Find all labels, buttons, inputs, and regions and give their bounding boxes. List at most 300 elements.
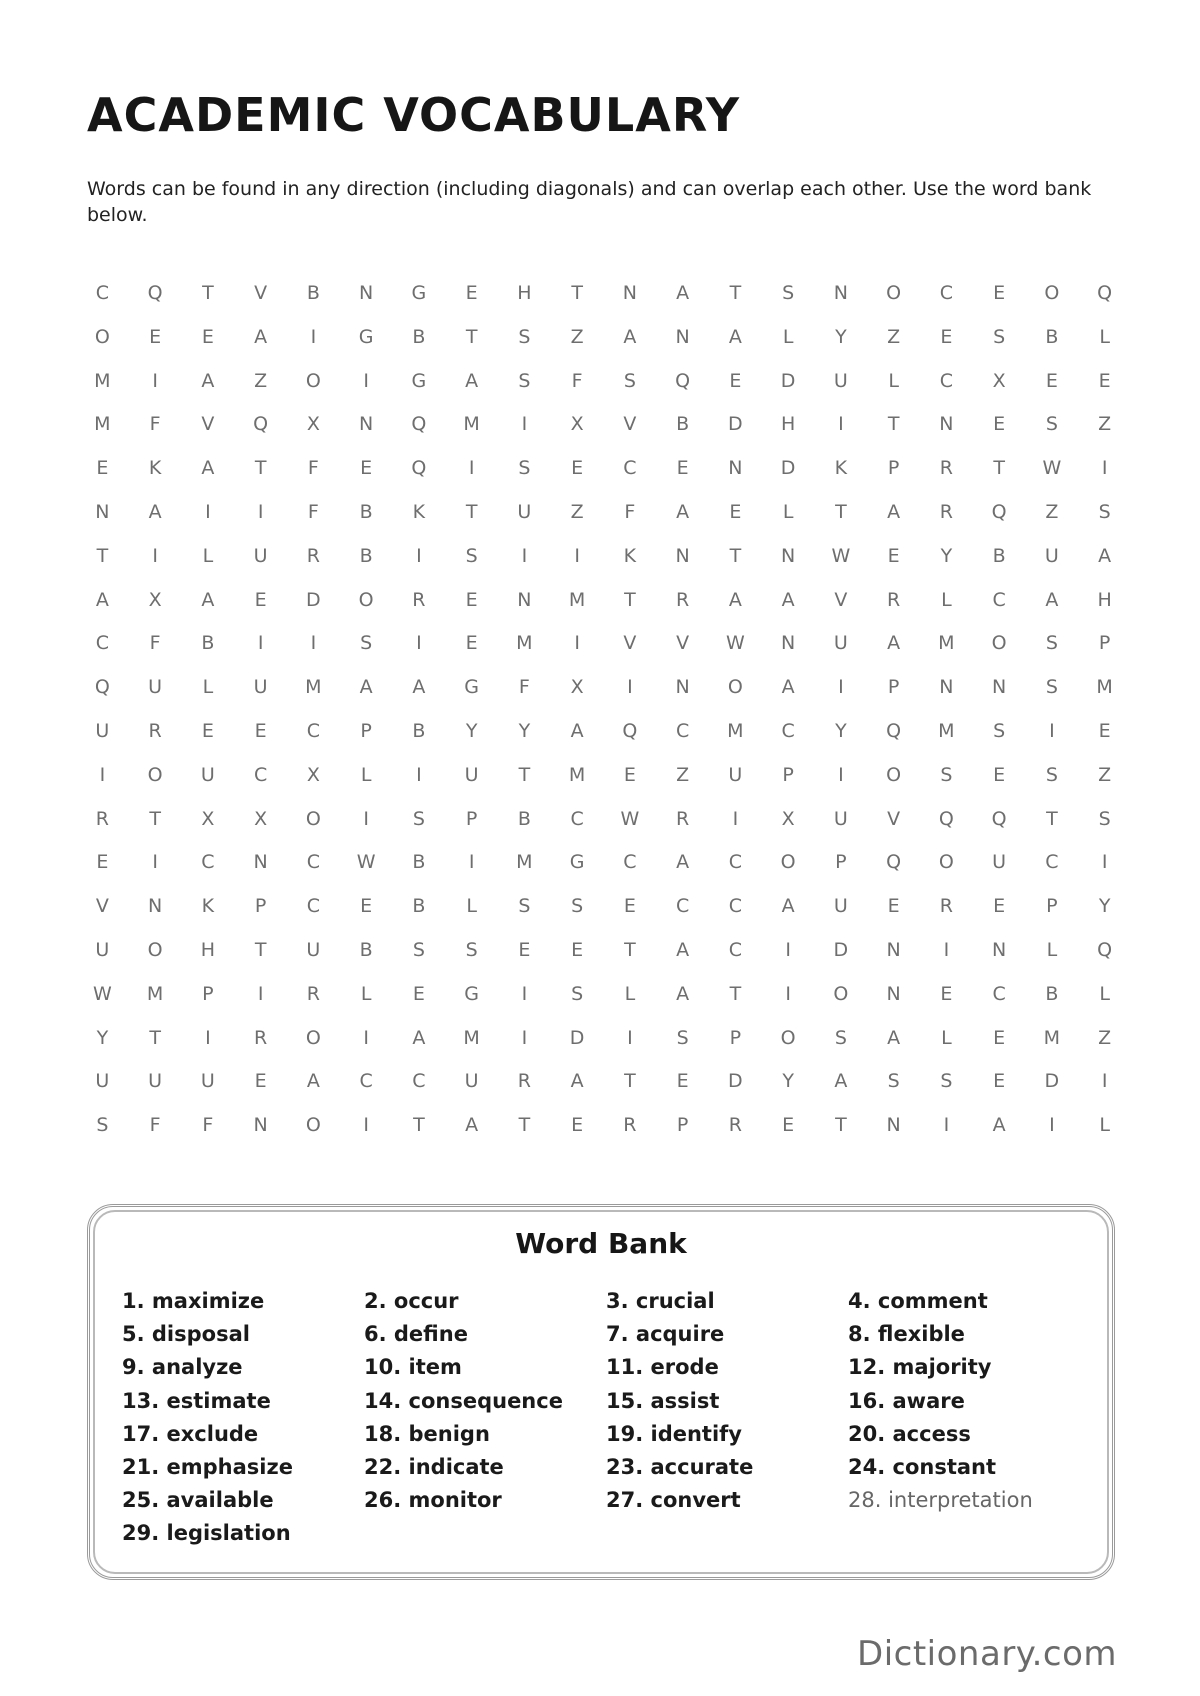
grid-letter: S — [96, 1114, 109, 1137]
grid-letter: T — [465, 500, 478, 523]
grid-letter: F — [149, 413, 161, 436]
grid-letter: Q — [147, 282, 163, 304]
grid-letter: S — [1098, 500, 1111, 523]
grid-letter: A — [570, 719, 584, 742]
grid-letter: P — [360, 719, 372, 742]
grid-letter: N — [939, 676, 954, 699]
grid-letter: U — [464, 1070, 479, 1093]
word-bank-box — [87, 1204, 1115, 1580]
grid-letter: L — [941, 588, 952, 611]
grid-letter: W — [1042, 457, 1062, 480]
grid-letter: A — [1098, 544, 1112, 567]
grid-letter: E — [571, 1114, 584, 1137]
word-bank-item: 3. crucial — [606, 1289, 715, 1313]
grid-letter: M — [1043, 1026, 1061, 1049]
grid-letter: V — [254, 282, 268, 304]
grid-letter: A — [728, 325, 742, 348]
grid-letter: I — [574, 544, 580, 567]
grid-letter: I — [521, 1026, 528, 1049]
grid-letter: E — [465, 632, 478, 655]
grid-letter: B — [201, 632, 215, 655]
grid-letter: I — [468, 851, 475, 874]
grid-letter: Y — [518, 719, 531, 742]
grid-letter: Y — [1098, 895, 1111, 918]
word-bank-item: 12. majority — [848, 1355, 992, 1380]
grid-letter: Q — [94, 676, 110, 699]
grid-letter: O — [727, 676, 743, 699]
grid-letter: L — [202, 544, 214, 567]
grid-letter: Q — [622, 719, 638, 742]
word-bank-item: 29. legislation — [122, 1521, 291, 1546]
grid-letter: S — [518, 457, 531, 480]
grid-letter: S — [360, 632, 373, 655]
grid-letter: M — [938, 632, 955, 655]
grid-letter: Z — [570, 500, 584, 523]
grid-letter: I — [785, 982, 791, 1005]
grid-letter: O — [1044, 282, 1060, 304]
grid-letter: A — [676, 851, 690, 874]
instructions: Words can be found in any direction (including diagonals) and can overlap each other. Use the word bank below. — [87, 178, 1092, 226]
grid-letter: M — [94, 369, 111, 392]
grid-letter: N — [886, 982, 901, 1005]
grid-letter: Y — [835, 325, 847, 348]
grid-letter: R — [939, 895, 953, 918]
grid-letter: A — [676, 500, 690, 523]
grid-letter: C — [781, 719, 795, 742]
grid-letter: M — [146, 982, 164, 1005]
grid-letter: C — [1045, 851, 1059, 874]
grid-letter: B — [359, 544, 373, 567]
grid-letter: C — [306, 851, 321, 874]
grid-letter: Q — [411, 457, 427, 480]
grid-letter: E — [782, 1114, 795, 1137]
grid-letter: U — [95, 1070, 110, 1093]
grid-letter: R — [254, 1026, 268, 1049]
grid-letter: I — [627, 676, 633, 699]
grid-letter: U — [992, 851, 1007, 874]
grid-letter: C — [992, 982, 1006, 1005]
grid-letter: S — [993, 325, 1006, 348]
grid-letter: C — [201, 851, 215, 874]
word-bank-item: 2. occur — [364, 1289, 459, 1313]
word-bank-item: 20. access — [848, 1421, 971, 1446]
grid-letter: C — [728, 895, 743, 918]
grid-letter: H — [517, 282, 532, 304]
grid-letter: N — [253, 851, 268, 874]
grid-letter: U — [833, 632, 848, 655]
grid-letter: Z — [1098, 763, 1112, 786]
grid-letter: C — [412, 1070, 426, 1093]
grid-letter: A — [412, 676, 426, 699]
grid-letter: V — [887, 807, 901, 830]
grid-letter: U — [253, 676, 268, 699]
grid-letter: O — [147, 763, 163, 786]
word-bank-item: 5. disposal — [122, 1322, 250, 1347]
grid-letter: L — [360, 763, 372, 786]
grid-letter: S — [993, 719, 1006, 742]
grid-letter: U — [728, 763, 743, 786]
grid-letter: T — [149, 1026, 161, 1049]
word-bank-item: 19. identify — [606, 1421, 742, 1446]
grid-letter: D — [728, 1070, 743, 1093]
word-bank-item: 6. define — [364, 1322, 468, 1347]
grid-letter: I — [943, 938, 950, 961]
grid-letter: O — [886, 763, 902, 786]
grid-letter: N — [781, 544, 796, 567]
grid-letter: E — [623, 895, 636, 918]
grid-letter: X — [201, 807, 215, 830]
grid-letter: I — [521, 982, 528, 1005]
grid-letter: N — [675, 544, 690, 567]
grid-letter: E — [571, 457, 584, 480]
grid-letter: X — [148, 588, 162, 611]
grid-letter: P — [835, 851, 847, 874]
grid-letter: Q — [411, 413, 427, 436]
grid-letter: Y — [96, 1026, 109, 1049]
grid-letter: F — [624, 500, 636, 523]
word-bank-item: 17. exclude — [122, 1421, 259, 1446]
grid-letter: F — [518, 676, 530, 699]
grid-letter: C — [675, 719, 690, 742]
grid-letter: M — [516, 851, 533, 874]
grid-letter: A — [676, 982, 690, 1005]
grid-letter: M — [463, 413, 480, 436]
grid-letter: C — [675, 895, 690, 918]
grid-letter: Q — [1097, 282, 1113, 304]
grid-letter: R — [306, 982, 320, 1005]
grid-letter: Z — [1098, 413, 1112, 436]
grid-letter: H — [780, 413, 796, 436]
grid-letter: U — [148, 1070, 163, 1093]
grid-letter: I — [257, 982, 264, 1005]
grid-letter: A — [887, 500, 901, 523]
page-title: ACADEMIC VOCABULARY — [87, 88, 741, 142]
grid-letter: Q — [938, 807, 954, 830]
grid-letter: M — [463, 1026, 480, 1049]
grid-letter: V — [201, 413, 215, 436]
grid-letter: A — [306, 1070, 320, 1093]
grid-letter: E — [1098, 369, 1111, 392]
grid-letter: M — [568, 588, 586, 611]
grid-letter: T — [96, 544, 109, 567]
grid-letter: Q — [253, 413, 269, 436]
grid-letter: P — [202, 982, 214, 1005]
grid-letter: N — [992, 676, 1007, 699]
grid-letter: B — [412, 895, 426, 918]
grid-letter: U — [95, 938, 110, 961]
grid-letter: E — [623, 763, 636, 786]
grid-letter: Y — [465, 719, 478, 742]
grid-letter: E — [940, 982, 953, 1005]
grid-letter: S — [465, 544, 478, 567]
grid-letter: E — [729, 500, 742, 523]
grid-letter: I — [152, 851, 158, 874]
grid-letter: U — [1044, 544, 1059, 567]
grid-letter: O — [358, 588, 374, 611]
grid-letter: I — [99, 763, 106, 786]
grid-letter: A — [781, 895, 795, 918]
grid-letter: M — [938, 719, 955, 742]
grid-letter: E — [412, 982, 425, 1005]
grid-letter: M — [516, 632, 533, 655]
grid-letter: W — [356, 851, 376, 874]
grid-letter: T — [835, 500, 847, 523]
grid-letter: S — [1045, 413, 1058, 436]
grid-letter: E — [96, 457, 109, 480]
grid-letter: E — [1098, 719, 1111, 742]
grid-letter: I — [257, 632, 264, 655]
grid-letter: S — [571, 895, 584, 918]
grid-letter: T — [202, 282, 214, 304]
grid-letter: A — [359, 676, 373, 699]
grid-letter: P — [254, 895, 267, 918]
grid-letter: L — [782, 500, 794, 523]
grid-letter: M — [1096, 676, 1113, 699]
grid-letter: I — [152, 544, 158, 567]
word-bank-item: 1. maximize — [122, 1289, 265, 1313]
grid-letter: N — [992, 938, 1007, 961]
grid-letter: Z — [676, 763, 690, 786]
grid-letter: F — [307, 457, 319, 480]
grid-letter: S — [834, 1026, 847, 1049]
grid-letter: X — [992, 369, 1006, 392]
grid-letter: B — [412, 719, 426, 742]
grid-letter: I — [521, 544, 528, 567]
grid-letter: V — [623, 413, 637, 436]
grid-letter: D — [306, 588, 321, 611]
grid-letter: L — [888, 369, 899, 392]
word-bank-item: 8. flexible — [848, 1322, 965, 1347]
grid-letter: I — [416, 632, 422, 655]
grid-letter: N — [359, 413, 374, 436]
grid-letter: E — [887, 895, 900, 918]
grid-letter: Z — [1098, 1026, 1112, 1049]
grid-letter: I — [363, 1026, 369, 1049]
word-bank-item: 24. constant — [848, 1455, 997, 1480]
grid-letter: N — [675, 676, 690, 699]
grid-letter: R — [939, 500, 953, 523]
grid-letter: T — [993, 457, 1005, 480]
grid-letter: Z — [570, 325, 584, 348]
grid-letter: L — [941, 1026, 952, 1049]
grid-letter: T — [1046, 807, 1058, 830]
grid-letter: A — [887, 1026, 901, 1049]
grid-letter: L — [782, 325, 794, 348]
grid-letter: S — [518, 369, 531, 392]
grid-letter: A — [201, 369, 215, 392]
grid-letter: P — [465, 807, 478, 830]
grid-letter: E — [518, 938, 531, 961]
grid-letter: N — [622, 282, 637, 304]
grid-letter: T — [729, 544, 742, 567]
grid-letter: G — [569, 851, 585, 874]
grid-letter: F — [149, 632, 161, 655]
grid-letter: T — [729, 282, 742, 304]
grid-letter: N — [781, 632, 796, 655]
grid-letter: A — [887, 632, 901, 655]
grid-letter: Y — [940, 544, 953, 567]
grid-letter: I — [1101, 457, 1108, 480]
grid-letter: S — [1045, 763, 1058, 786]
word-search-grid — [76, 272, 1131, 1148]
grid-letter: E — [149, 325, 162, 348]
grid-letter: I — [574, 632, 580, 655]
grid-letter: E — [887, 544, 900, 567]
grid-letter: I — [205, 500, 211, 523]
grid-letter: E — [993, 763, 1006, 786]
grid-letter: E — [993, 413, 1006, 436]
grid-letter: B — [412, 325, 426, 348]
grid-letter: U — [833, 369, 848, 392]
grid-letter: P — [782, 763, 794, 786]
grid-letter: U — [200, 1070, 215, 1093]
grid-letter: U — [200, 763, 215, 786]
grid-letter: G — [464, 982, 479, 1005]
grid-letter: I — [416, 544, 422, 567]
grid-letter: O — [147, 938, 163, 961]
grid-letter: G — [411, 282, 427, 304]
grid-letter: I — [838, 763, 844, 786]
grid-letter: E — [201, 325, 214, 348]
grid-letter: A — [676, 282, 690, 304]
grid-letter: I — [1101, 1070, 1108, 1093]
grid-letter: M — [727, 719, 744, 742]
word-bank-item: 26. monitor — [364, 1488, 502, 1513]
grid-letter: S — [412, 807, 425, 830]
grid-letter: X — [781, 807, 795, 830]
grid-letter: V — [676, 632, 690, 655]
grid-letter: C — [728, 851, 743, 874]
grid-letter: L — [466, 895, 477, 918]
grid-letter: V — [623, 632, 637, 655]
grid-letter: U — [517, 500, 532, 523]
grid-letter: E — [940, 325, 953, 348]
word-bank-item: 13. estimate — [122, 1388, 271, 1413]
grid-letter: R — [517, 1070, 531, 1093]
grid-letter: Q — [675, 369, 691, 392]
grid-letter: L — [1046, 938, 1058, 961]
grid-letter: A — [992, 1114, 1006, 1137]
grid-letter: O — [94, 325, 110, 348]
grid-letter: S — [518, 325, 531, 348]
grid-letter: A — [465, 1114, 479, 1137]
grid-letter: R — [412, 588, 426, 611]
grid-letter: T — [624, 588, 636, 611]
grid-letter: I — [310, 325, 317, 348]
grid-letter: E — [993, 1070, 1006, 1093]
grid-letter: S — [571, 982, 584, 1005]
grid-letter: U — [833, 895, 848, 918]
grid-letter: K — [834, 457, 848, 480]
grid-letter: R — [939, 457, 953, 480]
grid-letter: N — [675, 325, 690, 348]
grid-letter: T — [254, 938, 267, 961]
grid-letter: F — [202, 1114, 214, 1137]
grid-letter: Y — [782, 1070, 794, 1093]
grid-letter: C — [623, 851, 637, 874]
grid-letter: I — [838, 676, 844, 699]
grid-letter: S — [1045, 632, 1058, 655]
grid-letter: A — [570, 1070, 584, 1093]
grid-letter: S — [940, 763, 953, 786]
grid-letter: C — [623, 457, 637, 480]
grid-letter: E — [360, 895, 373, 918]
grid-letter: F — [149, 1114, 161, 1137]
grid-letter: C — [359, 1070, 373, 1093]
word-bank-item: 18. benign — [364, 1421, 490, 1446]
word-bank-item: 22. indicate — [364, 1455, 504, 1480]
grid-letter: E — [993, 282, 1006, 304]
grid-letter: Q — [1097, 938, 1113, 961]
grid-letter: H — [1097, 588, 1112, 611]
grid-letter: A — [623, 325, 637, 348]
grid-letter: I — [627, 1026, 633, 1049]
grid-letter: C — [939, 282, 954, 304]
grid-letter: I — [152, 369, 158, 392]
grid-letter: G — [411, 369, 427, 392]
grid-letter: S — [887, 1070, 900, 1093]
grid-letter: B — [359, 938, 373, 961]
grid-letter: U — [253, 544, 268, 567]
grid-letter: P — [1098, 632, 1111, 655]
grid-letter: P — [887, 457, 900, 480]
grid-letter: T — [729, 982, 742, 1005]
grid-letter: I — [363, 369, 369, 392]
grid-letter: Y — [835, 719, 847, 742]
grid-letter: W — [725, 632, 745, 655]
grid-letter: A — [1045, 588, 1059, 611]
grid-letter: I — [785, 938, 791, 961]
grid-letter: L — [202, 676, 214, 699]
grid-letter: R — [728, 1114, 742, 1137]
grid-letter: I — [363, 807, 369, 830]
grid-letter: E — [676, 1070, 689, 1093]
grid-letter: L — [360, 982, 372, 1005]
grid-letter: S — [518, 895, 531, 918]
grid-letter: O — [833, 982, 849, 1005]
grid-letter: D — [833, 938, 849, 961]
grid-letter: B — [359, 500, 373, 523]
grid-letter: T — [887, 413, 900, 436]
grid-letter: T — [465, 325, 478, 348]
grid-letter: I — [1049, 719, 1055, 742]
grid-letter: T — [149, 807, 161, 830]
grid-letter: I — [310, 632, 317, 655]
grid-letter: I — [838, 413, 844, 436]
grid-letter: L — [1099, 325, 1110, 348]
grid-letter: C — [95, 282, 110, 304]
word-bank-title: Word Bank — [515, 1227, 687, 1260]
grid-letter: Z — [254, 369, 268, 392]
grid-letter: A — [781, 588, 795, 611]
grid-letter: V — [95, 895, 109, 918]
grid-letter: D — [728, 413, 743, 436]
grid-letter: I — [205, 1026, 211, 1049]
grid-letter: K — [623, 544, 637, 567]
grid-letter: R — [306, 544, 320, 567]
grid-letter: L — [1099, 1114, 1110, 1137]
grid-letter: G — [358, 325, 374, 348]
grid-letter: A — [201, 588, 215, 611]
grid-letter: E — [254, 588, 267, 611]
grid-letter: A — [728, 588, 742, 611]
word-bank-list — [122, 1285, 1092, 1551]
word-bank-item: 15. assist — [606, 1388, 720, 1413]
grid-letter: O — [305, 1026, 321, 1049]
grid-letter: O — [780, 851, 796, 874]
grid-letter: Q — [991, 807, 1007, 830]
grid-letter: I — [1101, 851, 1108, 874]
